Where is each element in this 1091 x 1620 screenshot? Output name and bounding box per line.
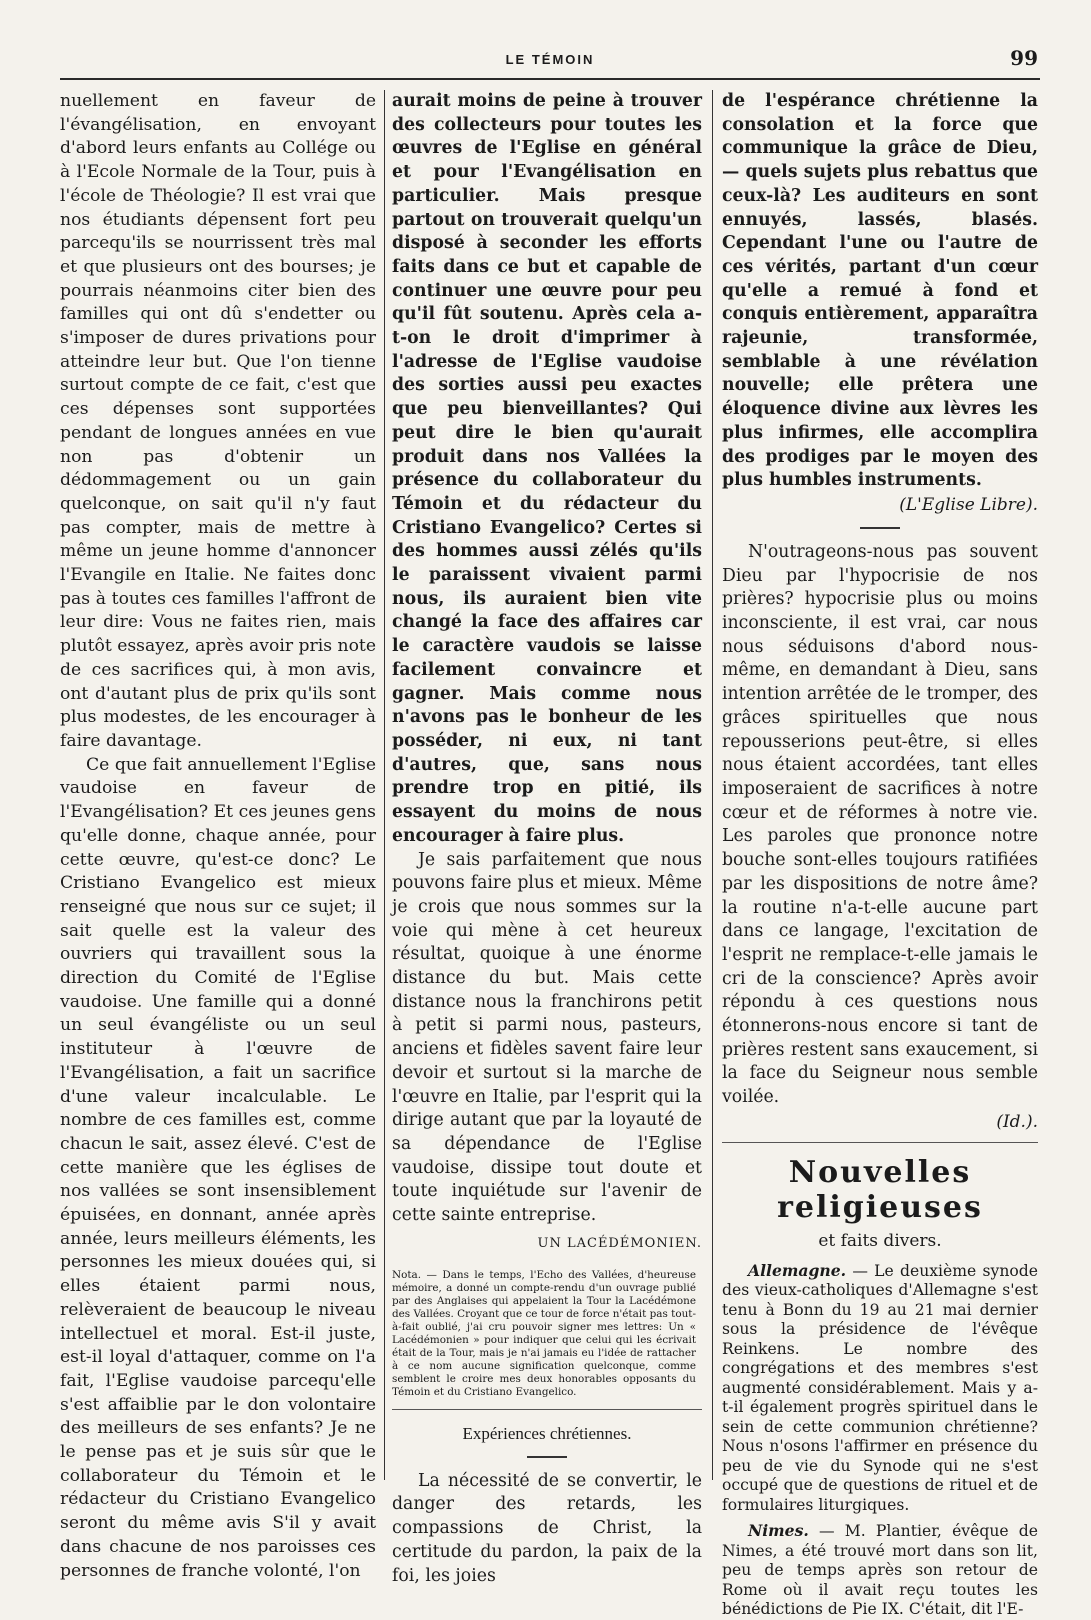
divider: [527, 1456, 567, 1458]
news-text: — Le deuxième synode des vieux-catholiques d'Allemagne s'est tenu à Bonn du 19 au 21 mai dernier sous la présidence de l'évêque Reinkens. Le nombre des congrégations et des membres s'est augmenté considérablement. Mais y a-t-il également progrès spirituel dans le sein de cette communion chrétienne? Nous n'osons l'affirmer en présence du peu de vie du Synode qui ne s'est occupé que de questions de rituel et de formulaires liturgiques.: [722, 1261, 1038, 1514]
divider: [722, 1142, 1038, 1143]
running-title: LE TÉMOIN: [505, 52, 595, 67]
page-header: [60, 46, 1040, 80]
news-location: Allemagne.: [748, 1260, 847, 1280]
paragraph: nuellement en faveur de l'évangélisation, en envoyant d'abord leurs enfants au Collége ou à l'Ecole Normale de la Tour, puis à l'école de Théologie? Il est vrai que nos étudiants dépensent fort peu parcequ'ils se nourrissent très mal et que plusieurs ont des bourses; je pourrais néanmoins citer bien des familles qui ont dû s'endetter ou s'imposer de dures privations pour atteindre leur but. Que l'on tienne surtout compte de ce fait, c'est que ces dépenses sont supportées pendant de longues années en vue non pas d'obtenir un dédommagement ou un gain quelconque, on sait qu'il n'y faut pas compter, mais de mettre à même un jeune homme d'annoncer l'Evangile en Italie. Ne faites donc pas à toutes ces familles l'affront de leur dire: Vous ne faites rien, mais plutôt essayez, après avoir pris note de ces sacrifices qui, à mon avis, ont d'autant plus de prix qu'ils sont plus modestes, de les encourager à faire davantage.: [60, 91, 377, 751]
attribution: (Id.).: [996, 1111, 1038, 1132]
signature: UN LACÉDÉMONIEN.: [537, 1235, 702, 1251]
divider: [860, 527, 900, 529]
paragraph: La nécessité de se convertir, le danger des retards, les compassions de Christ, la certitude du pardon, la paix de la foi, les joies: [392, 1470, 702, 1586]
column-rule: [712, 90, 713, 1480]
paragraph: de l'espérance chrétienne la consolation et la force que communique la grâce de Dieu, — quels sujets plus rebattus que ceux-là? Les auditeurs en sont ennuyés, lassés, blasés. Cependant l'une ou l'autre de ces vérités, partant d'un cœur qu'elle a remué à fond et conquis entièrement, apparaîtra rajeunie, transformée, semblable à une révélation nouvelle; elle prêtera une éloquence divine aux lèvres les plus infirmes, elle accomplira des prodiges par le moyen des plus humbles instruments.: [722, 91, 1038, 491]
news-location: Nimes.: [748, 1521, 809, 1541]
page-number: 99: [1010, 46, 1038, 70]
paragraph: N'outrageons-nous pas souvent Dieu par l'hypocrisie de nos prières? hypocrisie plus ou moins inconsciente, il est vrai, car nous nous séduisons d'abord nous-même, en demandant à Dieu, sans intention arrêtée de le tromper, des grâces spirituelles que nous repousserions peut-être, si elles nous étaient accordées, tant elles imposeraient de sacrifices à notre cœur et de réformes à notre vie. Les paroles que prononce notre bouche sont-elles toujours ratifiées par les dispositions de notre âme? la routine n'a-t-elle aucune part dans ce langage, l'excitation de l'esprit ne remplace-t-elle jamais le cri de la conscience? Après avoir répondu à ces questions nous étonnerons-nous encore si tant de prières restent sans exaucement, si la face du Seigneur nous semble voilée.: [722, 541, 1038, 1108]
section-subtitle: et faits divers.: [818, 1230, 942, 1251]
news-list: [722, 1261, 1038, 1620]
column-1: [60, 90, 376, 1583]
attribution: (L'Eglise Libre).: [899, 494, 1038, 515]
news-item: [722, 1261, 1038, 1516]
column-3: [722, 90, 1038, 1620]
footnote: Nota. — Dans le temps, l'Echo des Vallées, d'heureuse mémoire, a donné un compte-rendu d'un ouvrage publié par des Anglaises qui appelaient la Tour la Lacédémone des Vallées. Croyant que ce tour de force n'était pas tout-à-fait oublié, j'ai cru pouvoir signer mes lettres: Un « Lacédémonien » pour indiquer que celui qui les écrivait était de la Tour, mais je n'ai jamais eu l'idée de rattacher à ce nom aucune signification quelconque, comme semblent le croire mes deux honorables opposants du Témoin et du Cristiano Evangelico.: [392, 1268, 696, 1398]
divider: [392, 1409, 702, 1410]
paragraph: Je sais parfaitement que nous pouvons faire plus et mieux. Même je crois que nous sommes sur la voie qui mène à cet heureux résultat, quoique à une énorme distance du but. Mais cette distance nous la franchirons petit à petit si parmi nous, pasteurs, anciens et fidèles savent faire leur devoir et surtout si la marche de l'œuvre en Italie, par l'esprit qui la dirige autant que par la loyauté de sa dépendance de l'Eglise vaudoise, dissipe tout doute et toute inquiétude sur l'avenir de cette sainte entreprise.: [392, 849, 702, 1226]
paragraph: Ce que fait annuellement l'Eglise vaudoise en faveur de l'Evangélisation? Et ces jeunes gens qu'elle donne, chaque année, pour cette œuvre, qu'est-ce donc? Le Cristiano Evangelico est mieux renseigné que nous sur ce sujet; il sait quelle est la valeur des ouvriers qui travaillent sous la direction du Comité de l'Eglise vaudoise. Une famille qui a donné un seul évangéliste ou un seul instituteur à l'œuvre de l'Evangélisation, a fait un sacrifice d'une valeur incalculable. Le nombre de ces familles est, comme chacun le sait, assez élevé. C'est de cette manière que les églises de nos vallées se sont insensiblement épuisées, en donnant, année après année, leurs meilleurs éléments, les personnes les mieux douées qui, si elles étaient parmi nous, relèveraient de beaucoup le niveau intellectuel et moral. Est-il juste, est-il loyal d'attaquer, comme on l'a fait, l'Eglise vaudoise parcequ'elle s'est affaiblie par le don volontaire des meilleurs de ses enfants? Je ne le pense pas et je suis sûr que le collaborateur du Témoin et le rédacteur du Cristiano Evangelico seront du même avis S'il y avait dans chacune de nos paroisses ces personnes de franche volonté, l'on: [60, 754, 376, 1581]
news-text: — M. Plantier, évêque de Nimes, a été trouvé mort dans son lit, peu de temps après son retour de Rome où il avait reçu toutes les bénédictions de Pie IX. C'était, dit l'E-: [722, 1522, 1038, 1619]
column-2: [392, 90, 702, 1588]
column-rule: [384, 90, 385, 1480]
section-title: Nouvelles religieuses: [777, 1154, 983, 1225]
news-item: [722, 1521, 1038, 1620]
paragraph: aurait moins de peine à trouver des collecteurs pour toutes les œuvres de l'Eglise en général et pour l'Evangélisation en particulier. Mais presque partout on trouverait quelqu'un disposé à seconder les efforts faits dans ce but et capable de continuer une œuvre pour peu qu'il fût soutenu. Après cela a-t-on le droit d'imprimer à l'adresse de l'Eglise vaudoise des sorties aussi peu exactes que peu bienveillantes? Qui peut dire le bien qu'aurait produit dans nos Vallées la présence du collaborateur du Témoin et du rédacteur du Cristiano Evangelico? Certes si des hommes aussi zélés qu'ils le paraissent vivaient parmi nous, ils auraient bien vite changé la face des affaires car le caractère vaudois se laisse facilement convaincre et gagner. Mais comme nous n'avons pas le bonheur de les posséder, ni eux, ni tant d'autres, que, sans nous prendre trop en pitié, ils essayent du moins de nous encourager à faire plus.: [392, 91, 702, 846]
section-title: Expériences chrétiennes.: [462, 1423, 632, 1443]
